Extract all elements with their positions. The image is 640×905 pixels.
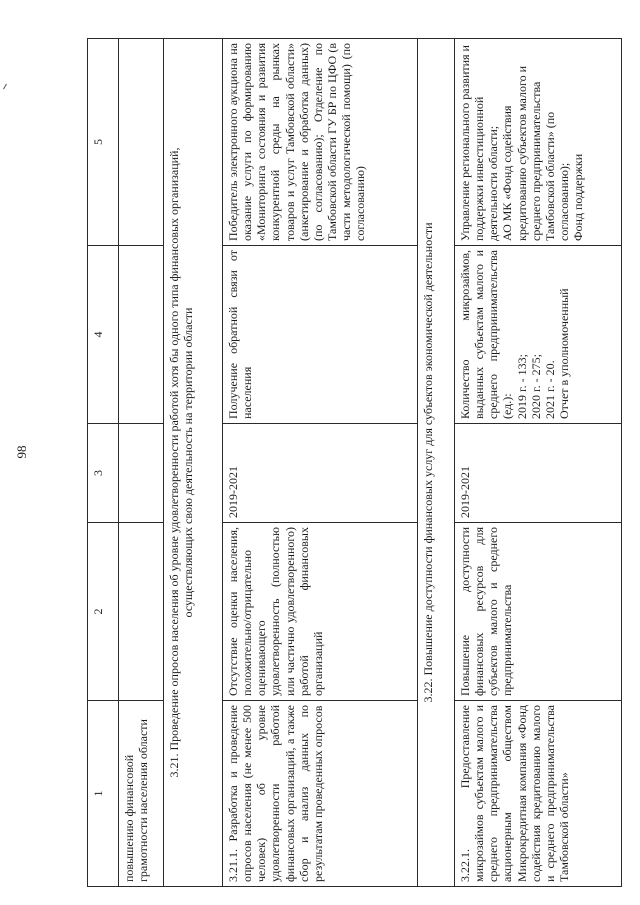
row-3-22-1-executors-line-3: Фонд поддержки xyxy=(571,153,586,241)
header-col-3: 3 xyxy=(88,424,119,523)
row-3-22-1-result-line-1: Количество микрозаймов, выданных субъектам малого и среднего предпринимательства (ед.): xyxy=(458,250,515,419)
header-col-4: 4 xyxy=(88,246,119,424)
continuation-col-3 xyxy=(119,424,164,523)
row-3-21-1-executors: Победитель электронного аукциона на оказание услуги по формированию «Мониторинга состояния и развития конкурентной среды на рынках товаров и услуг Тамбовской области» (анкетирование и обработка данных) (по согласованию); Отделение по Тамбовской области ГУ БР по ЦФО (в части методологической помощи) (по согласованию) xyxy=(223,39,418,246)
section-3-21-row xyxy=(164,39,223,887)
header-col-1: 1 xyxy=(88,701,119,887)
row-3-22-1-executors-line-1: Управление регионального развития и поддержки инвестиционной деятельности области; xyxy=(458,45,501,241)
row-3-22-1-result-line-3: 2020 г. - 275; xyxy=(528,354,543,419)
section-3-21-title-line-1: 3.21. Проведение опросов населения об уровне удовлетворенности работой хотя бы одного типа финансовых организаций, xyxy=(167,147,181,778)
rotated-table-sheet xyxy=(87,39,611,887)
continuation-col-1 xyxy=(119,701,164,887)
row-3-21-1-result: Получение обратной связи от населения xyxy=(223,246,418,424)
section-3-21-title-line-2: осуществляющих свою деятельность на территории области xyxy=(181,307,196,618)
page-number: 98 xyxy=(14,445,29,459)
row-3-22-1-result-line-5: Отчет в уполномоченный xyxy=(557,288,572,419)
row-3-22-1 xyxy=(455,39,622,887)
row-3-22-1-executors xyxy=(455,39,622,246)
row-3-22-1-result-line-4: 2021 г. - 20. xyxy=(542,360,557,419)
measures-table xyxy=(87,38,622,887)
margin-mark xyxy=(3,84,7,90)
row-3-21-1-measure: 3.21.1. Разработка и проведение опросов населения (не менее 500 человек) об уровне удовлетворенности работой финансовых организаций, а также сбор и анализ данных по результатам проведенных опросов xyxy=(223,701,418,887)
table-header-row xyxy=(88,39,119,887)
continuation-line-1: повышению финансовой xyxy=(122,754,136,882)
section-3-21-title xyxy=(164,39,223,887)
row-3-21-1-problem: Отсутствие оценки населения, положительно/отрицательно оценивающего удовлетворенность (полностью или частично удовлетворенного) работой финансовых организаций xyxy=(223,523,418,701)
row-3-21-1-period: 2019-2021 xyxy=(223,424,418,523)
continuation-col-4 xyxy=(119,246,164,424)
continuation-col-2 xyxy=(119,523,164,701)
row-3-22-1-measure: 3.22.1. Предоставление микрозаймов субъектам малого и среднего предпринимательства акционерным обществом Микрокредитная компания «Фонд содействия кредитованию малого и среднего предпринимательства Тамбовской области» xyxy=(455,701,622,887)
row-3-22-1-executors-line-2: АО МК «Фонд содействия кредитованию субъектов малого и среднего предпринимательства Тамбовской области» (по согласованию); xyxy=(500,65,572,241)
row-3-21-1 xyxy=(223,39,418,887)
section-3-22-row xyxy=(418,39,455,887)
continuation-row xyxy=(119,39,164,887)
header-col-5: 5 xyxy=(88,39,119,246)
row-3-22-1-result-line-2: 2019 г. - 133; xyxy=(514,354,529,419)
section-3-22-title: 3.22. Повышение доступности финансовых услуг для субъектов экономической деятельности xyxy=(418,39,455,887)
continuation-col-5 xyxy=(119,39,164,246)
header-col-2: 2 xyxy=(88,523,119,701)
row-3-22-1-period: 2019-2021 xyxy=(455,424,622,523)
row-3-22-1-result xyxy=(455,246,622,424)
continuation-line-2: грамотности населения области xyxy=(136,719,151,882)
row-3-22-1-problem: Повышение доступности финансовых ресурсов для субъектов малого и среднего предпринимательства xyxy=(455,523,622,701)
